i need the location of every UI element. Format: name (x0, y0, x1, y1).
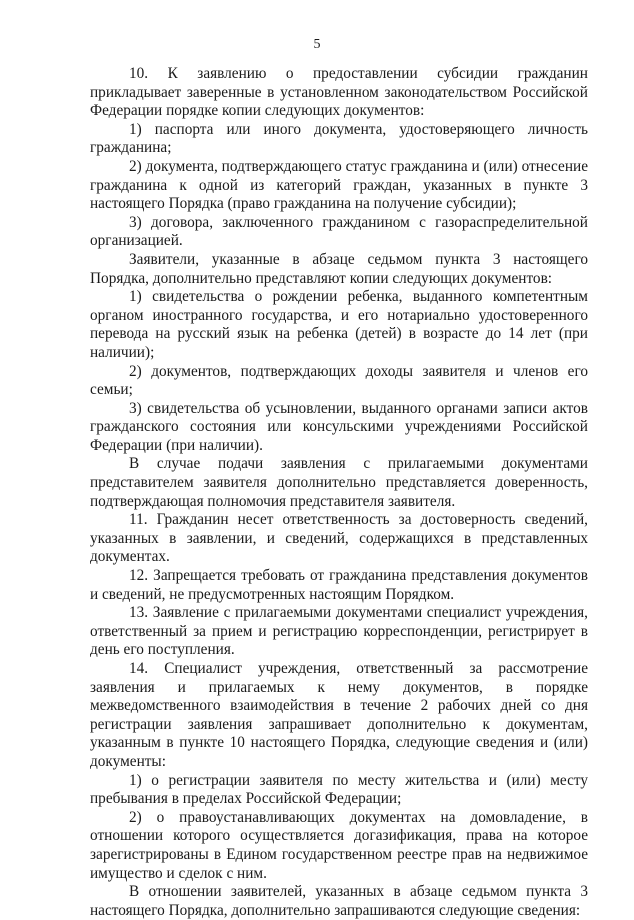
paragraph-12: 12. Запрещается требовать от гражданина представления документов и сведений, не предусмотренных настоящим Порядком. (90, 567, 588, 603)
list-item-title-documents: 2) о правоустанавливающих документах на домовладение, в отношении которого осуществляется догазификация, права на которое зарегистрированы в Едином государственном реестре прав на недвижимое имущество и сделок с ним. (90, 808, 588, 882)
paragraph-13: 13. Заявление с прилагаемыми документами специалист учреждения, ответственный за прием и регистрацию корреспонденции, регистрирует в день его поступления. (90, 604, 588, 659)
list-item-registration: 1) о регистрации заявителя по месту жительства и (или) месту пребывания в пределах Российской Федерации; (90, 771, 588, 808)
paragraph-additional-documents: Заявители, указанные в абзаце седьмом пункта 3 настоящего Порядка, дополнительно представляют копии следующих документов: (90, 250, 588, 287)
paragraph-11: 11. Гражданин несет ответственность за достоверность сведений, указанных в заявлении, и сведений, содержащихся в представленных документах. (90, 511, 588, 566)
list-item-birth-certificate: 1) свидетельства о рождении ребенка, выданного компетентным органом иностранного государства, и его нотариально удостоверенного перевода на русский язык на ребенка (детей) в возрасте до 14 лет (при наличии); (90, 288, 588, 361)
list-item-status-document: 2) документа, подтверждающего статус гражданина и (или) отнесение гражданина к одной из категорий граждан, указанных в пункте 3 настоящего Порядка (право гражданина на получение субсидии); (90, 157, 588, 213)
paragraph-representative: В случае подачи заявления с прилагаемыми документами представителем заявителя дополнительно представляется доверенность, подтверждающая полномочия представителя заявителя. (90, 455, 588, 510)
list-item-income-documents: 2) документов, подтверждающих доходы заявителя и членов его семьи; (90, 362, 588, 399)
paragraph-10: 10. К заявлению о предоставлении субсидии гражданин прикладывает заверенные в установленном законодательством Российской Федерации порядке копии следующих документов: (90, 65, 588, 120)
paragraph-14: 14. Специалист учреждения, ответственный за рассмотрение заявления и прилагаемых к нему документов, в порядке межведомственного взаимодействия в течение 2 рабочих дней со дня регистрации заявления запрашивает дополнительно к документам, указанным в пункте 10 настоящего Порядка, следующие сведения и (или) документы: (90, 660, 588, 770)
page-number: 5 (313, 37, 321, 52)
list-item-contract: 3) договора, заключенного гражданином с газораспределительной организацией. (90, 213, 588, 250)
paragraph-additional-requests: В отношении заявителей, указанных в абзаце седьмом пункта 3 настоящего Порядка, дополнительно запрашиваются следующие сведения: (90, 883, 588, 919)
list-item-adoption-certificate: 3) свидетельства об усыновлении, выданного органами записи актов гражданского состояния или консульскими учреждениями Российской Федерации (при наличии). (90, 399, 588, 454)
document-body (90, 65, 588, 920)
list-item-passport: 1) паспорта или иного документа, удостоверяющего личность гражданина; (90, 120, 588, 157)
